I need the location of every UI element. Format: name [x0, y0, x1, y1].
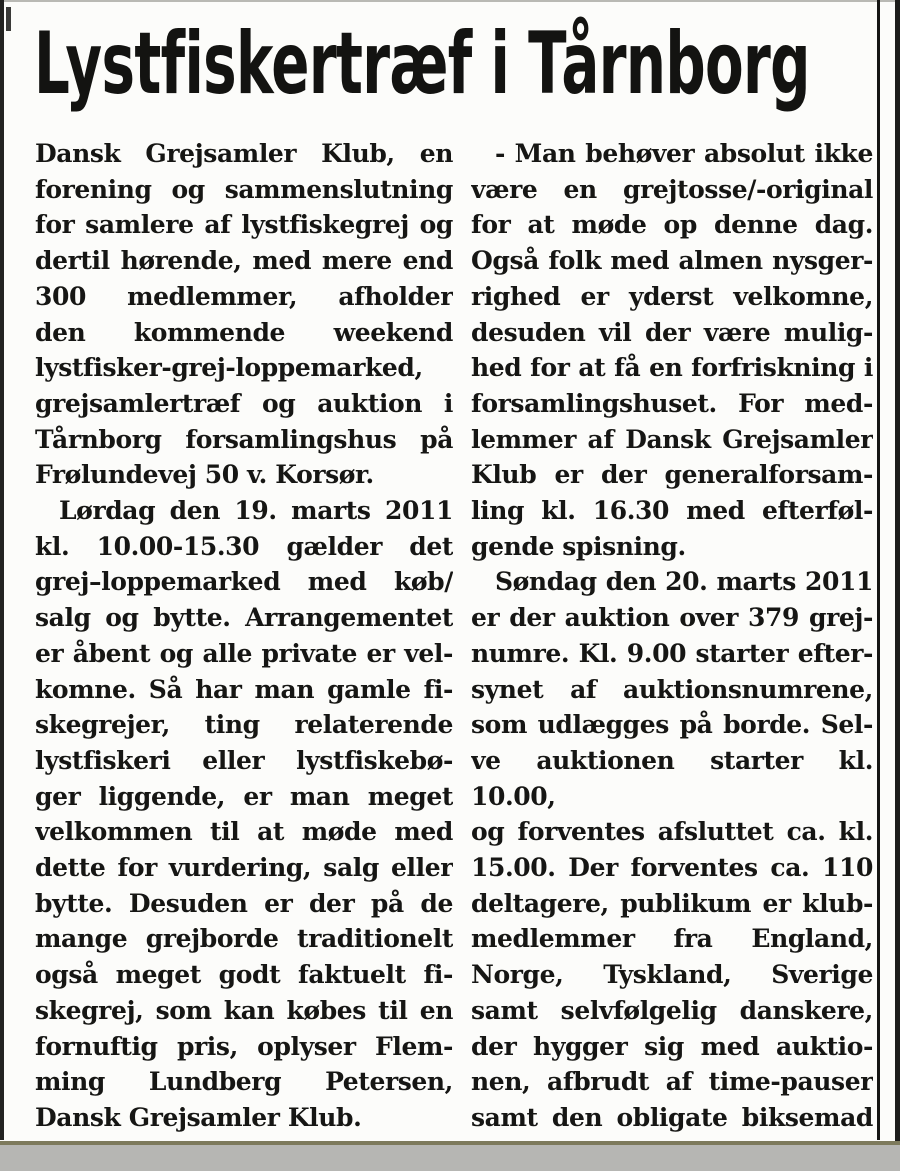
- body-line: skegrejer, ting relaterende: [35, 710, 453, 740]
- body-line: Søndag den 20. marts 2011: [495, 567, 873, 597]
- body-line: også meget godt faktuelt fi-: [35, 960, 453, 990]
- body-line: synet af auktionsnumrene,: [471, 674, 873, 704]
- body-line: numre. Kl. 9.00 starter efter-: [471, 638, 873, 668]
- article-column-right: [471, 136, 873, 1171]
- body-line: forening og sammenslutning: [35, 174, 453, 204]
- body-line: og forventes afsluttet ca. kl.: [471, 817, 873, 847]
- body-line: Også folk med almen nysger-: [471, 246, 873, 276]
- body-line: hed for at få en forfriskning i: [471, 353, 873, 383]
- body-line: ve auktionen starter kl. 10.00,: [471, 745, 873, 811]
- scan-right-edge: [895, 0, 900, 1142]
- body-line: Dansk Grejsamler Klub, en: [35, 139, 453, 168]
- article-column-left: [35, 136, 453, 1136]
- body-line: skegrej, som kan købes til en: [35, 995, 453, 1025]
- body-line: Lørdag den 19. marts 2011: [59, 496, 453, 526]
- body-line: for samlere af lystfiskegrej og: [35, 210, 453, 240]
- body-line: velkommen til at møde med: [35, 817, 453, 847]
- body-line: Frølundevej 50 v. Korsør.: [35, 460, 374, 490]
- body-line: grejsamlertræf og auktion i: [35, 388, 453, 418]
- column-divider-rule: [877, 0, 880, 1140]
- body-line: mange grejborde traditionelt: [35, 924, 453, 954]
- body-line: lemmer af Dansk Grejsamler: [471, 424, 873, 454]
- body-line: grej–loppemarked med køb/: [35, 567, 453, 597]
- body-line: medlemmer fra England,: [471, 924, 873, 954]
- scanner-bed-bar: [0, 1141, 900, 1171]
- body-line: desuden vil der være mulig-: [471, 317, 873, 347]
- body-line: er åbent og alle private er vel-: [35, 638, 453, 668]
- body-line: ling kl. 16.30 med efterføl-: [471, 496, 873, 526]
- scan-top-edge: [0, 0, 900, 2]
- body-line: 300 medlemmer, afholder: [35, 281, 453, 311]
- body-line: salg og bytte. Arrangementet: [35, 603, 453, 633]
- body-line: være en grejtosse/-original: [471, 174, 873, 204]
- body-line: Dansk Grejsamler Klub.: [35, 1102, 362, 1132]
- body-line: fornuftig pris, oplyser Flem-: [35, 1031, 453, 1061]
- body-line: den kommende weekend: [35, 317, 453, 347]
- article-headline: [34, 14, 879, 122]
- body-line: ming Lundberg Petersen,: [35, 1067, 453, 1097]
- body-line: gende spisning.: [471, 531, 686, 561]
- body-line: righed er yderst velkomne,: [471, 281, 873, 311]
- body-line: for at møde op denne dag.: [471, 210, 873, 240]
- body-line: der hygger sig med auktio-: [471, 1031, 873, 1061]
- body-line: 15.00. Der forventes ca. 110: [471, 853, 873, 883]
- body-line: kl. 10.00-15.30 gælder det: [35, 531, 453, 561]
- body-line: - Man behøver absolut ikke: [495, 139, 873, 168]
- body-line: nen, afbrudt af time-pauser: [471, 1067, 873, 1097]
- body-line: er der auktion over 379 grej-: [471, 603, 873, 633]
- body-line: bytte. Desuden er der på de: [35, 888, 453, 918]
- scan-artifact-mark: [6, 7, 11, 31]
- body-line: samt selvfølgelig danskere,: [471, 995, 873, 1025]
- body-line: Norge, Tyskland, Sverige: [471, 960, 873, 990]
- body-line: lystfiskeri eller lystfiskebø-: [35, 745, 453, 775]
- body-line: deltagere, publikum er klub-: [471, 888, 873, 918]
- body-line: komne. Så har man gamle fi-: [35, 674, 453, 704]
- body-line: som udlægges på borde. Sel-: [471, 710, 873, 740]
- body-line: samt den obligate biksemad: [471, 1102, 873, 1132]
- body-line: dette for vurdering, salg eller: [35, 853, 453, 883]
- body-line: lystfisker-grej-loppemarked,: [35, 353, 423, 383]
- scan-left-edge: [0, 0, 4, 1140]
- body-line: dertil hørende, med mere end: [35, 246, 453, 276]
- article-headline-text: Lystfiskertræf i Tårnborg: [34, 14, 810, 114]
- body-line: forsamlingshuset. For med-: [471, 388, 873, 418]
- body-line: Tårnborg forsamlingshus på: [35, 424, 453, 454]
- body-line: ger liggende, er man meget: [35, 781, 453, 811]
- body-line: Klub er der generalforsam-: [471, 460, 873, 490]
